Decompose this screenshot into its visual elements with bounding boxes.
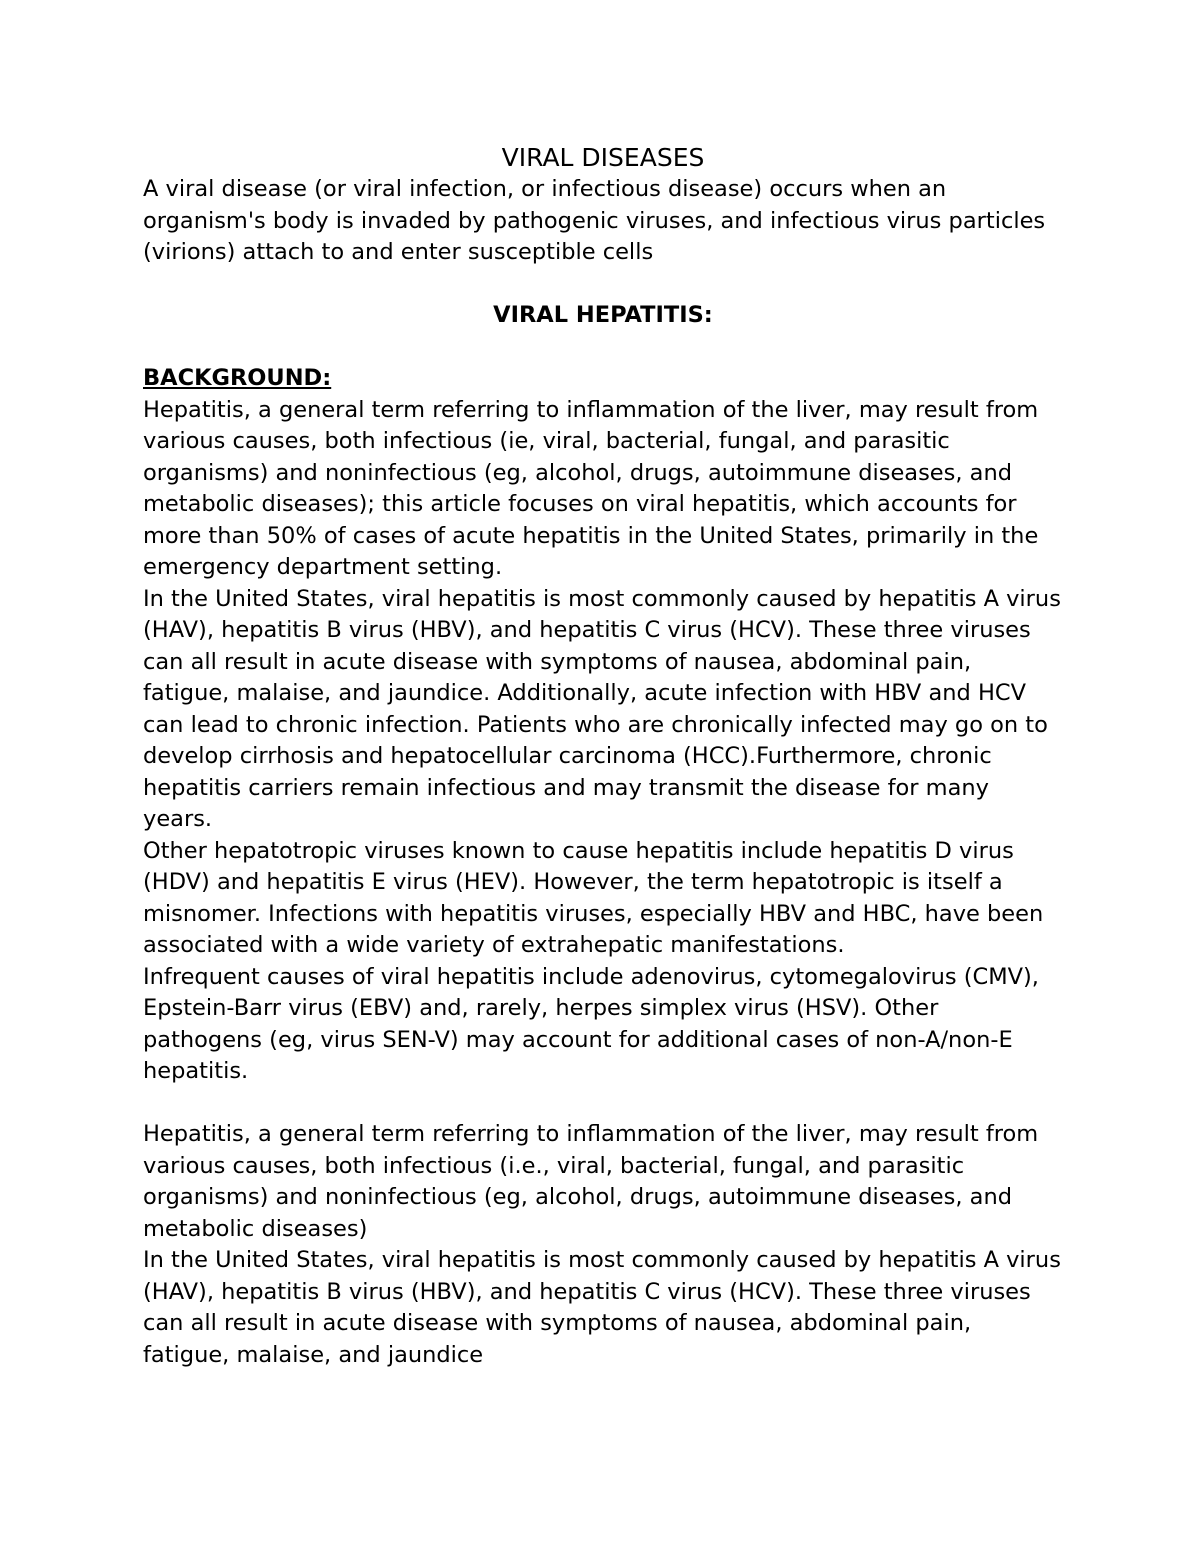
section-title: VIRAL HEPATITIS: bbox=[493, 302, 713, 328]
body-paragraph: Infrequent causes of viral hepatitis include adenovirus, cytomegalovirus (CMV), Epstein-Barr virus (EBV) and, rarely, herpes simplex virus (HSV). Other pathogens (eg, virus SEN-V) may account for additional cases of non-A/non-E hepatitis. bbox=[143, 963, 1039, 1084]
body-paragraph: Hepatitis, a general term referring to inflammation of the liver, may result from various causes, both infectious (ie, viral, bacterial, fungal, and parasitic organisms) and noninfectious (eg, alcohol, drugs, autoimmune diseases, and metabolic diseases); this article focuses on viral hepatitis, which accounts for more than 50% of cases of acute hepatitis in the United States, primarily in the emergency department setting. bbox=[143, 396, 1039, 580]
spacer bbox=[143, 332, 1063, 364]
spacer bbox=[143, 1088, 1063, 1120]
spacer bbox=[143, 269, 1063, 301]
summary-paragraph: In the United States, viral hepatitis is most commonly caused by hepatitis A virus (HAV), hepatitis B virus (HBV), and hepatitis C virus (HCV). These three viruses can all result in acute disease with symptoms of nausea, abdominal pain, fatigue, malaise, and jaundice bbox=[143, 1247, 1061, 1368]
document-page bbox=[143, 141, 1063, 1371]
body-paragraph: In the United States, viral hepatitis is most commonly caused by hepatitis A virus (HAV), hepatitis B virus (HBV), and hepatitis C virus (HCV). These three viruses can all result in acute disease with symptoms of nausea, abdominal pain, fatigue, malaise, and jaundice. Additionally, acute infection with HBV and HCV can lead to chronic infection. Patients who are chronically infected may go on to develop cirrhosis and hepatocellular carcinoma (HCC).Furthermore, chronic hepatitis carriers remain infectious and may transmit the disease for many years. bbox=[143, 585, 1061, 832]
summary-paragraph: Hepatitis, a general term referring to inflammation of the liver, may result from various causes, both infectious (i.e., viral, bacterial, fungal, and parasitic organisms) and noninfectious (eg, alcohol, drugs, autoimmune diseases, and metabolic diseases) bbox=[143, 1121, 1039, 1242]
intro-paragraph: A viral disease (or viral infection, or infectious disease) occurs when an organism's body is invaded by pathogenic viruses, and infectious virus particles (virions) attach to and enter susceptible cells bbox=[143, 176, 1046, 265]
document-title: VIRAL DISEASES bbox=[501, 143, 705, 172]
background-heading: BACKGROUND: bbox=[143, 365, 332, 391]
body-paragraph: Other hepatotropic viruses known to cause hepatitis include hepatitis D virus (HDV) and hepatitis E virus (HEV). However, the term hepatotropic is itself a misnomer. Infections with hepatitis viruses, especially HBV and HBC, have been associated with a wide variety of extrahepatic manifestations. bbox=[143, 837, 1044, 958]
